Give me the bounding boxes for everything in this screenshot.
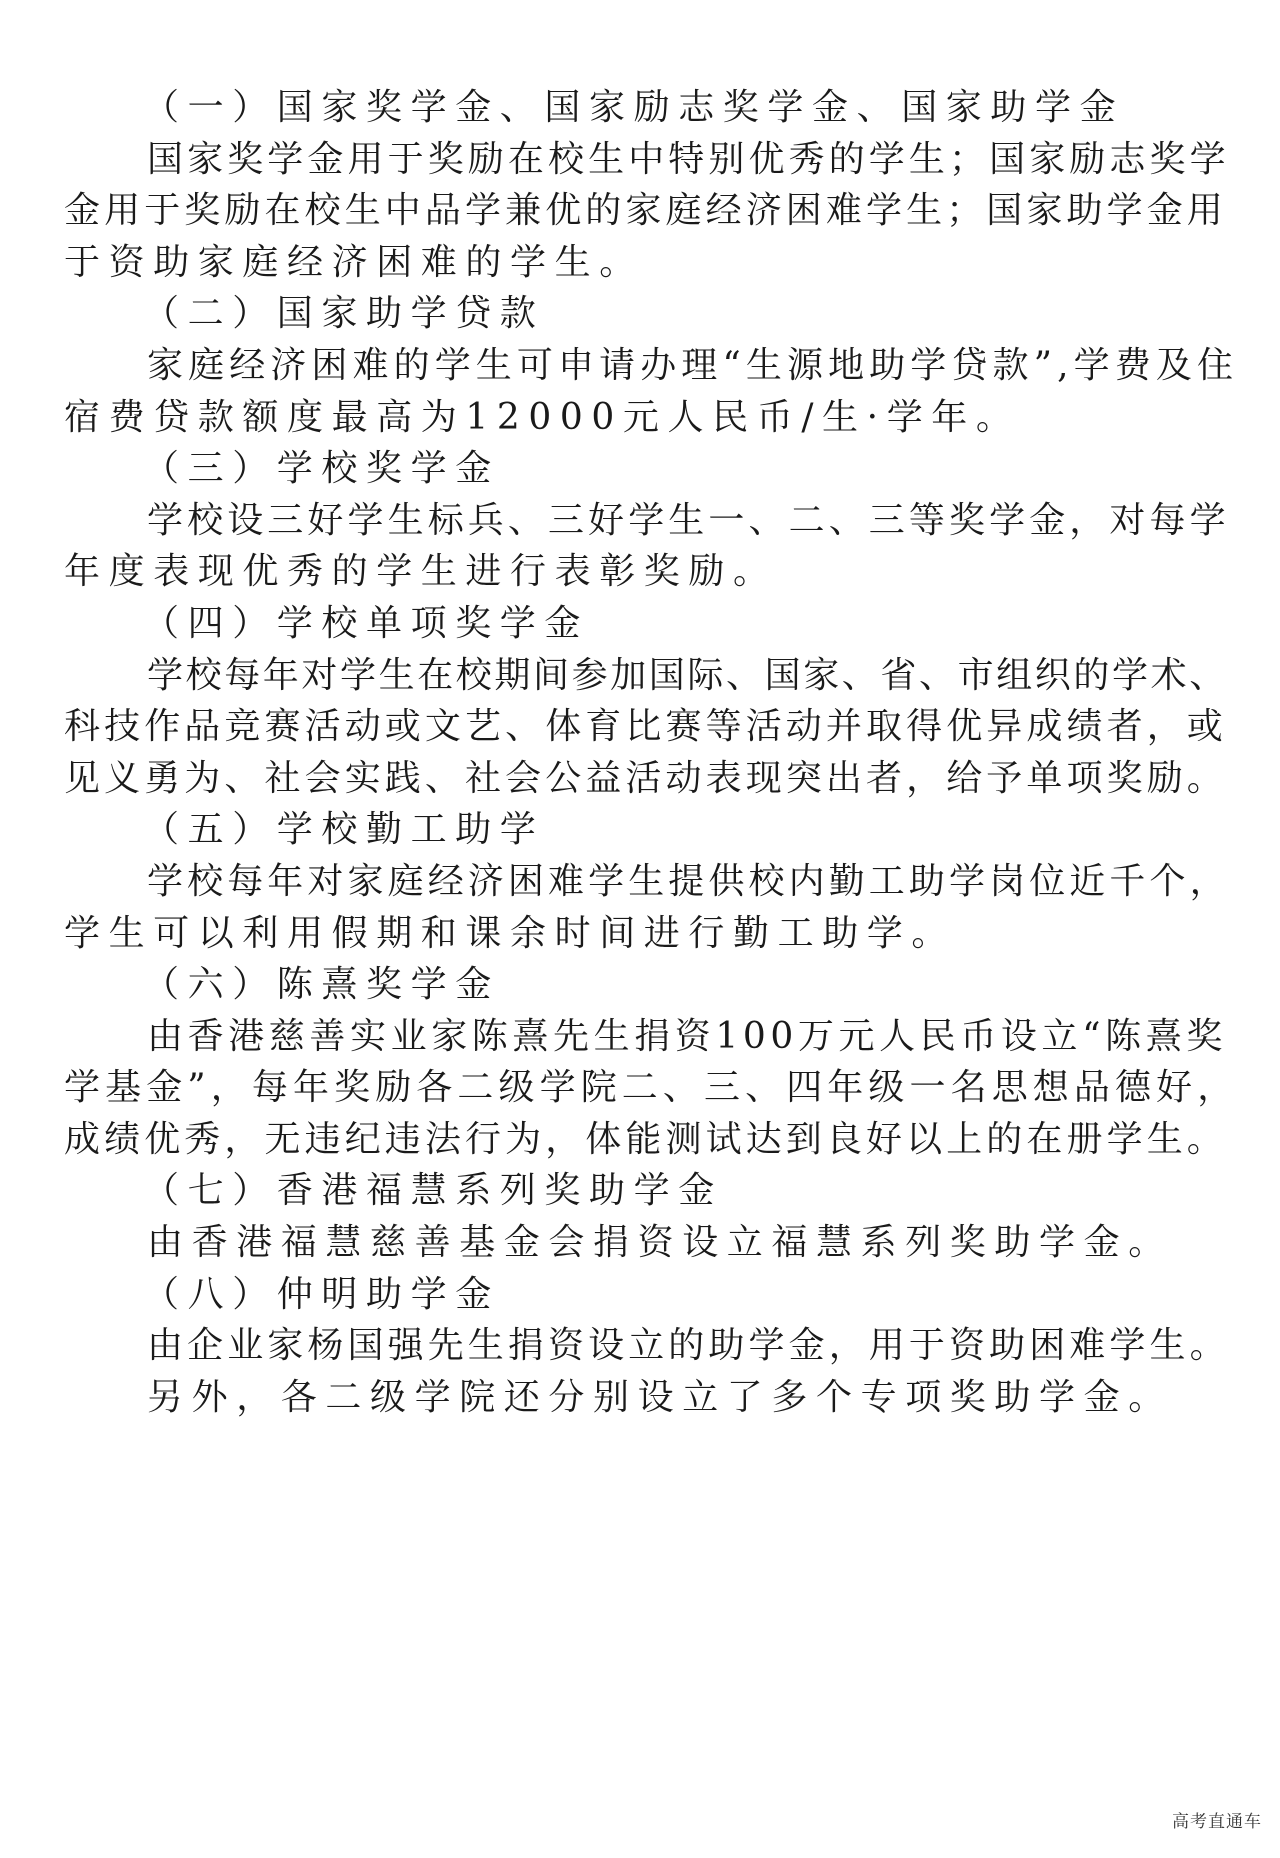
document-body xyxy=(64,82,1239,1423)
paragraph-line: 于资助家庭经济困难的学生。 xyxy=(64,241,644,283)
section-heading: （八）仲明助学金 xyxy=(143,1273,500,1315)
paragraph-line: 年度表现优秀的学生进行表彰奖励。 xyxy=(64,551,778,593)
paragraph-line: 学基金”，每年奖励各二级学院二、三、四年级一名思想品德好， xyxy=(64,1067,1239,1109)
paragraph-line: 学生可以利用假期和课余时间进行勤工助学。 xyxy=(64,912,957,954)
paragraph-line: 科技作品竞赛活动或文艺、体育比赛等活动并取得优异成绩者，或 xyxy=(64,706,1227,748)
paragraph-line: 另外，各二级学院还分别设立了多个专项奖助学金。 xyxy=(147,1376,1173,1418)
section-heading: （三）学校奖学金 xyxy=(143,448,500,490)
watermark: 高考直通车 xyxy=(1172,1812,1262,1832)
paragraph-line: 学校每年对家庭经济困难学生提供校内勤工助学岗位近千个， xyxy=(147,860,1230,902)
section-heading: （六）陈熹奖学金 xyxy=(143,964,500,1006)
paragraph-line: 学校设三好学生标兵、三好学生一、二、三等奖学金，对每学 xyxy=(147,499,1230,541)
paragraph-line: 金用于奖励在校生中品学兼优的家庭经济困难学生；国家助学金用 xyxy=(64,190,1227,232)
section-heading: （七）香港福慧系列奖助学金 xyxy=(143,1170,723,1212)
paragraph-line: 国家奖学金用于奖励在校生中特别优秀的学生；国家励志奖学 xyxy=(147,138,1230,180)
paragraph-line: 家庭经济困难的学生可申请办理“生源地助学贷款”,学费及住 xyxy=(147,344,1239,386)
paragraph-line: 宿费贷款额度最高为12000元人民币/生·学年。 xyxy=(64,396,1021,438)
paragraph-line: 由香港慈善实业家陈熹先生捐资100万元人民币设立“陈熹奖 xyxy=(147,1015,1227,1057)
section-heading: （五）学校勤工助学 xyxy=(143,809,545,851)
section-heading: （二）国家助学贷款 xyxy=(143,293,545,335)
paragraph-line: 由企业家杨国强先生捐资设立的助学金，用于资助困难学生。 xyxy=(147,1325,1230,1367)
paragraph-line: 学校每年对学生在校期间参加国际、国家、省、市组织的学术、 xyxy=(147,654,1228,696)
section-heading: （一）国家奖学金、国家励志奖学金、国家助学金 xyxy=(143,87,1125,128)
paragraph-line: 成绩优秀，无违纪违法行为，体能测试达到良好以上的在册学生。 xyxy=(64,1118,1227,1160)
paragraph-line: 见义勇为、社会实践、社会公益活动表现突出者，给予单项奖励。 xyxy=(64,757,1227,799)
paragraph-line: 由香港福慧慈善基金会捐资设立福慧系列奖助学金。 xyxy=(147,1222,1173,1264)
section-heading: （四）学校单项奖学金 xyxy=(143,602,590,644)
